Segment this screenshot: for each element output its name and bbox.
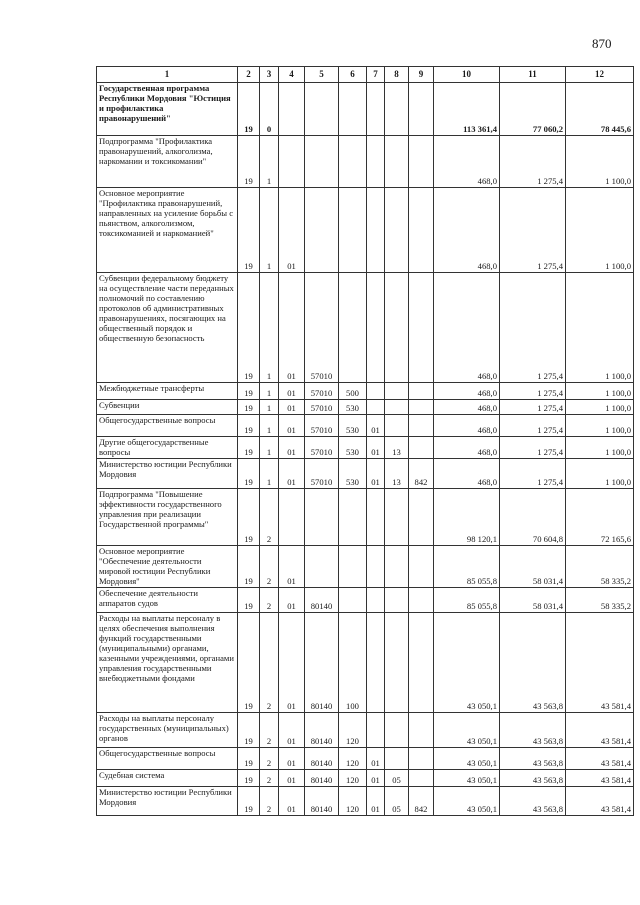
- cell-col-9: 842: [409, 787, 434, 816]
- cell-col-5: [305, 489, 339, 546]
- cell-col-7: 01: [367, 437, 385, 459]
- table-row: [97, 546, 634, 588]
- row-name: Субвенции федеральному бюджету на осуществление части переданных полномочий по составлению протоколов об административных правонарушениях, посягающих на общественный порядок и общественную безопасность: [97, 273, 238, 383]
- cell-col-11: 43 563,8: [500, 748, 566, 770]
- cell-col-6: 100: [339, 613, 367, 713]
- cell-col-2: 19: [238, 588, 260, 613]
- cell-col-7: [367, 188, 385, 273]
- table-row: [97, 188, 634, 273]
- column-header: 5: [305, 67, 339, 83]
- cell-col-12: 58 335,2: [566, 546, 634, 588]
- cell-col-10: 468,0: [434, 136, 500, 188]
- cell-col-10: 43 050,1: [434, 787, 500, 816]
- table-row: [97, 437, 634, 459]
- cell-col-4: 01: [279, 415, 305, 437]
- budget-table: [96, 66, 634, 816]
- cell-col-8: 05: [385, 770, 409, 787]
- cell-col-10: 468,0: [434, 415, 500, 437]
- cell-col-11: 43 563,8: [500, 713, 566, 748]
- table-row: [97, 489, 634, 546]
- cell-col-5: 57010: [305, 400, 339, 415]
- cell-col-8: [385, 613, 409, 713]
- cell-col-5: [305, 188, 339, 273]
- cell-col-9: [409, 588, 434, 613]
- cell-col-8: [385, 588, 409, 613]
- cell-col-8: [385, 713, 409, 748]
- cell-col-11: 1 275,4: [500, 383, 566, 400]
- cell-col-6: [339, 273, 367, 383]
- cell-col-7: [367, 588, 385, 613]
- cell-col-11: 1 275,4: [500, 437, 566, 459]
- cell-col-2: 19: [238, 400, 260, 415]
- cell-col-12: 1 100,0: [566, 383, 634, 400]
- cell-col-12: 1 100,0: [566, 437, 634, 459]
- cell-col-8: [385, 546, 409, 588]
- cell-col-3: 2: [260, 787, 279, 816]
- cell-col-7: 01: [367, 415, 385, 437]
- row-name: Другие общегосударственные вопросы: [97, 437, 238, 459]
- table-row: [97, 787, 634, 816]
- cell-col-11: 1 275,4: [500, 188, 566, 273]
- table-row: [97, 713, 634, 748]
- cell-col-10: 468,0: [434, 383, 500, 400]
- table-row: [97, 83, 634, 136]
- table-row: [97, 770, 634, 787]
- table-row: [97, 588, 634, 613]
- cell-col-6: [339, 136, 367, 188]
- cell-col-4: 01: [279, 713, 305, 748]
- cell-col-8: 13: [385, 459, 409, 489]
- cell-col-12: 1 100,0: [566, 400, 634, 415]
- row-name: Межбюджетные трансферты: [97, 383, 238, 400]
- cell-col-10: 98 120,1: [434, 489, 500, 546]
- cell-col-9: [409, 383, 434, 400]
- cell-col-3: 2: [260, 613, 279, 713]
- cell-col-8: [385, 273, 409, 383]
- column-header: 6: [339, 67, 367, 83]
- cell-col-9: [409, 400, 434, 415]
- cell-col-7: [367, 136, 385, 188]
- cell-col-5: 57010: [305, 415, 339, 437]
- row-name: Министерство юстиции Республики Мордовия: [97, 459, 238, 489]
- cell-col-4: [279, 83, 305, 136]
- cell-col-8: [385, 400, 409, 415]
- cell-col-4: 01: [279, 437, 305, 459]
- row-name: Субвенции: [97, 400, 238, 415]
- cell-col-3: 2: [260, 748, 279, 770]
- cell-col-4: 01: [279, 273, 305, 383]
- cell-col-3: 2: [260, 770, 279, 787]
- row-name: Подпрограмма "Повышение эффективности государственного управления при реализации Государственной программы": [97, 489, 238, 546]
- cell-col-12: 58 335,2: [566, 588, 634, 613]
- cell-col-12: 78 445,6: [566, 83, 634, 136]
- cell-col-5: 80140: [305, 748, 339, 770]
- cell-col-2: 19: [238, 748, 260, 770]
- cell-col-6: [339, 588, 367, 613]
- cell-col-8: 13: [385, 437, 409, 459]
- cell-col-7: [367, 613, 385, 713]
- cell-col-11: 1 275,4: [500, 415, 566, 437]
- cell-col-7: [367, 273, 385, 383]
- row-name: Судебная система: [97, 770, 238, 787]
- cell-col-5: [305, 136, 339, 188]
- table-row: [97, 748, 634, 770]
- cell-col-11: 43 563,8: [500, 787, 566, 816]
- cell-col-11: 1 275,4: [500, 400, 566, 415]
- row-name: Основное мероприятие "Профилактика правонарушений, направленных на усиление борьбы с пьянством, алкоголизмом, токсикоманией и наркоманией": [97, 188, 238, 273]
- cell-col-6: 500: [339, 383, 367, 400]
- cell-col-6: 120: [339, 770, 367, 787]
- cell-col-6: 120: [339, 713, 367, 748]
- cell-col-7: 01: [367, 770, 385, 787]
- cell-col-2: 19: [238, 188, 260, 273]
- cell-col-9: [409, 415, 434, 437]
- cell-col-10: 468,0: [434, 400, 500, 415]
- table-body: [97, 83, 634, 816]
- column-header: 8: [385, 67, 409, 83]
- header-row: [97, 67, 634, 83]
- cell-col-11: 43 563,8: [500, 613, 566, 713]
- cell-col-10: 468,0: [434, 273, 500, 383]
- cell-col-6: 530: [339, 459, 367, 489]
- cell-col-8: 05: [385, 787, 409, 816]
- cell-col-5: 80140: [305, 713, 339, 748]
- cell-col-8: [385, 748, 409, 770]
- cell-col-6: 120: [339, 748, 367, 770]
- column-header: 4: [279, 67, 305, 83]
- cell-col-2: 19: [238, 136, 260, 188]
- cell-col-11: 77 060,2: [500, 83, 566, 136]
- cell-col-10: 43 050,1: [434, 748, 500, 770]
- cell-col-3: 1: [260, 383, 279, 400]
- cell-col-3: 2: [260, 588, 279, 613]
- cell-col-5: 57010: [305, 437, 339, 459]
- row-name: Обеспечение деятельности аппаратов судов: [97, 588, 238, 613]
- cell-col-11: 58 031,4: [500, 588, 566, 613]
- cell-col-2: 19: [238, 415, 260, 437]
- cell-col-11: 1 275,4: [500, 136, 566, 188]
- cell-col-3: 1: [260, 273, 279, 383]
- cell-col-2: 19: [238, 489, 260, 546]
- cell-col-9: [409, 273, 434, 383]
- cell-col-3: 2: [260, 546, 279, 588]
- cell-col-2: 19: [238, 383, 260, 400]
- cell-col-7: [367, 546, 385, 588]
- cell-col-3: 1: [260, 400, 279, 415]
- cell-col-2: 19: [238, 613, 260, 713]
- row-name: Подпрограмма "Профилактика правонарушений, алкоголизма, наркомании и токсикомании": [97, 136, 238, 188]
- column-header: 11: [500, 67, 566, 83]
- cell-col-4: 01: [279, 770, 305, 787]
- cell-col-4: 01: [279, 613, 305, 713]
- cell-col-6: [339, 83, 367, 136]
- cell-col-9: [409, 546, 434, 588]
- cell-col-9: [409, 489, 434, 546]
- cell-col-7: 01: [367, 787, 385, 816]
- cell-col-9: [409, 188, 434, 273]
- cell-col-9: [409, 136, 434, 188]
- cell-col-12: 43 581,4: [566, 748, 634, 770]
- cell-col-6: 120: [339, 787, 367, 816]
- cell-col-4: 01: [279, 459, 305, 489]
- table-row: [97, 415, 634, 437]
- cell-col-7: 01: [367, 748, 385, 770]
- cell-col-6: 530: [339, 415, 367, 437]
- cell-col-2: 19: [238, 770, 260, 787]
- cell-col-10: 43 050,1: [434, 770, 500, 787]
- cell-col-9: 842: [409, 459, 434, 489]
- cell-col-11: 1 275,4: [500, 459, 566, 489]
- cell-col-8: [385, 188, 409, 273]
- cell-col-11: 70 604,8: [500, 489, 566, 546]
- cell-col-12: 43 581,4: [566, 770, 634, 787]
- cell-col-12: 43 581,4: [566, 713, 634, 748]
- cell-col-10: 468,0: [434, 188, 500, 273]
- cell-col-6: [339, 188, 367, 273]
- cell-col-9: [409, 770, 434, 787]
- row-name: Министерство юстиции Республики Мордовия: [97, 787, 238, 816]
- cell-col-10: 85 055,8: [434, 546, 500, 588]
- table-row: [97, 383, 634, 400]
- cell-col-4: 01: [279, 383, 305, 400]
- row-name: Общегосударственные вопросы: [97, 748, 238, 770]
- row-name: Общегосударственные вопросы: [97, 415, 238, 437]
- cell-col-4: 01: [279, 787, 305, 816]
- cell-col-8: [385, 383, 409, 400]
- column-header: 3: [260, 67, 279, 83]
- cell-col-10: 43 050,1: [434, 713, 500, 748]
- cell-col-6: 530: [339, 437, 367, 459]
- cell-col-4: 01: [279, 546, 305, 588]
- cell-col-4: [279, 136, 305, 188]
- cell-col-10: 113 361,4: [434, 83, 500, 136]
- column-header: 7: [367, 67, 385, 83]
- column-header: 10: [434, 67, 500, 83]
- cell-col-5: [305, 546, 339, 588]
- cell-col-4: 01: [279, 400, 305, 415]
- cell-col-9: [409, 613, 434, 713]
- cell-col-3: 2: [260, 713, 279, 748]
- cell-col-2: 19: [238, 273, 260, 383]
- cell-col-12: 1 100,0: [566, 273, 634, 383]
- cell-col-12: 43 581,4: [566, 787, 634, 816]
- cell-col-3: 1: [260, 437, 279, 459]
- cell-col-12: 43 581,4: [566, 613, 634, 713]
- column-header: 12: [566, 67, 634, 83]
- cell-col-12: 1 100,0: [566, 188, 634, 273]
- table-row: [97, 136, 634, 188]
- cell-col-2: 19: [238, 437, 260, 459]
- cell-col-11: 1 275,4: [500, 273, 566, 383]
- table-row: [97, 400, 634, 415]
- page-number: 870: [592, 36, 612, 51]
- cell-col-7: [367, 713, 385, 748]
- table-row: [97, 613, 634, 713]
- cell-col-6: [339, 489, 367, 546]
- cell-col-6: 530: [339, 400, 367, 415]
- column-header: 2: [238, 67, 260, 83]
- cell-col-4: 01: [279, 588, 305, 613]
- cell-col-12: 72 165,6: [566, 489, 634, 546]
- cell-col-11: 43 563,8: [500, 770, 566, 787]
- cell-col-10: 43 050,1: [434, 613, 500, 713]
- cell-col-7: [367, 383, 385, 400]
- cell-col-3: 1: [260, 459, 279, 489]
- cell-col-2: 19: [238, 713, 260, 748]
- cell-col-5: [305, 83, 339, 136]
- cell-col-7: [367, 489, 385, 546]
- cell-col-4: 01: [279, 748, 305, 770]
- column-header: 1: [97, 67, 238, 83]
- cell-col-5: 80140: [305, 787, 339, 816]
- cell-col-4: 01: [279, 188, 305, 273]
- cell-col-7: [367, 400, 385, 415]
- cell-col-8: [385, 415, 409, 437]
- cell-col-5: 80140: [305, 770, 339, 787]
- cell-col-3: 2: [260, 489, 279, 546]
- cell-col-9: [409, 437, 434, 459]
- cell-col-2: 19: [238, 787, 260, 816]
- row-name: Основное мероприятие "Обеспечение деятельности мировой юстиции Республики Мордовия": [97, 546, 238, 588]
- cell-col-3: 1: [260, 415, 279, 437]
- cell-col-5: 57010: [305, 273, 339, 383]
- cell-col-8: [385, 136, 409, 188]
- cell-col-5: 57010: [305, 459, 339, 489]
- cell-col-9: [409, 83, 434, 136]
- cell-col-11: 58 031,4: [500, 546, 566, 588]
- cell-col-5: 80140: [305, 588, 339, 613]
- cell-col-2: 19: [238, 546, 260, 588]
- column-header: 9: [409, 67, 434, 83]
- row-name: Государственная программа Республики Мордовия "Юстиция и профилактика правонарушений": [97, 83, 238, 136]
- cell-col-9: [409, 748, 434, 770]
- cell-col-3: 1: [260, 136, 279, 188]
- cell-col-2: 19: [238, 459, 260, 489]
- row-name: Расходы на выплаты персоналу в целях обеспечения выполнения функций государственными (муниципальными) органами, казенными учреждениями, органами управления государственными внебюджетными фондами: [97, 613, 238, 713]
- cell-col-7: [367, 83, 385, 136]
- cell-col-9: [409, 713, 434, 748]
- cell-col-2: 19: [238, 83, 260, 136]
- cell-col-12: 1 100,0: [566, 459, 634, 489]
- cell-col-8: [385, 489, 409, 546]
- cell-col-10: 85 055,8: [434, 588, 500, 613]
- cell-col-8: [385, 83, 409, 136]
- cell-col-4: [279, 489, 305, 546]
- cell-col-7: 01: [367, 459, 385, 489]
- table-row: [97, 459, 634, 489]
- cell-col-5: 57010: [305, 383, 339, 400]
- cell-col-3: 1: [260, 188, 279, 273]
- row-name: Расходы на выплаты персоналу государственных (муниципальных) органов: [97, 713, 238, 748]
- table-row: [97, 273, 634, 383]
- cell-col-10: 468,0: [434, 459, 500, 489]
- cell-col-12: 1 100,0: [566, 136, 634, 188]
- cell-col-5: 80140: [305, 613, 339, 713]
- cell-col-12: 1 100,0: [566, 415, 634, 437]
- cell-col-6: [339, 546, 367, 588]
- cell-col-10: 468,0: [434, 437, 500, 459]
- cell-col-3: 0: [260, 83, 279, 136]
